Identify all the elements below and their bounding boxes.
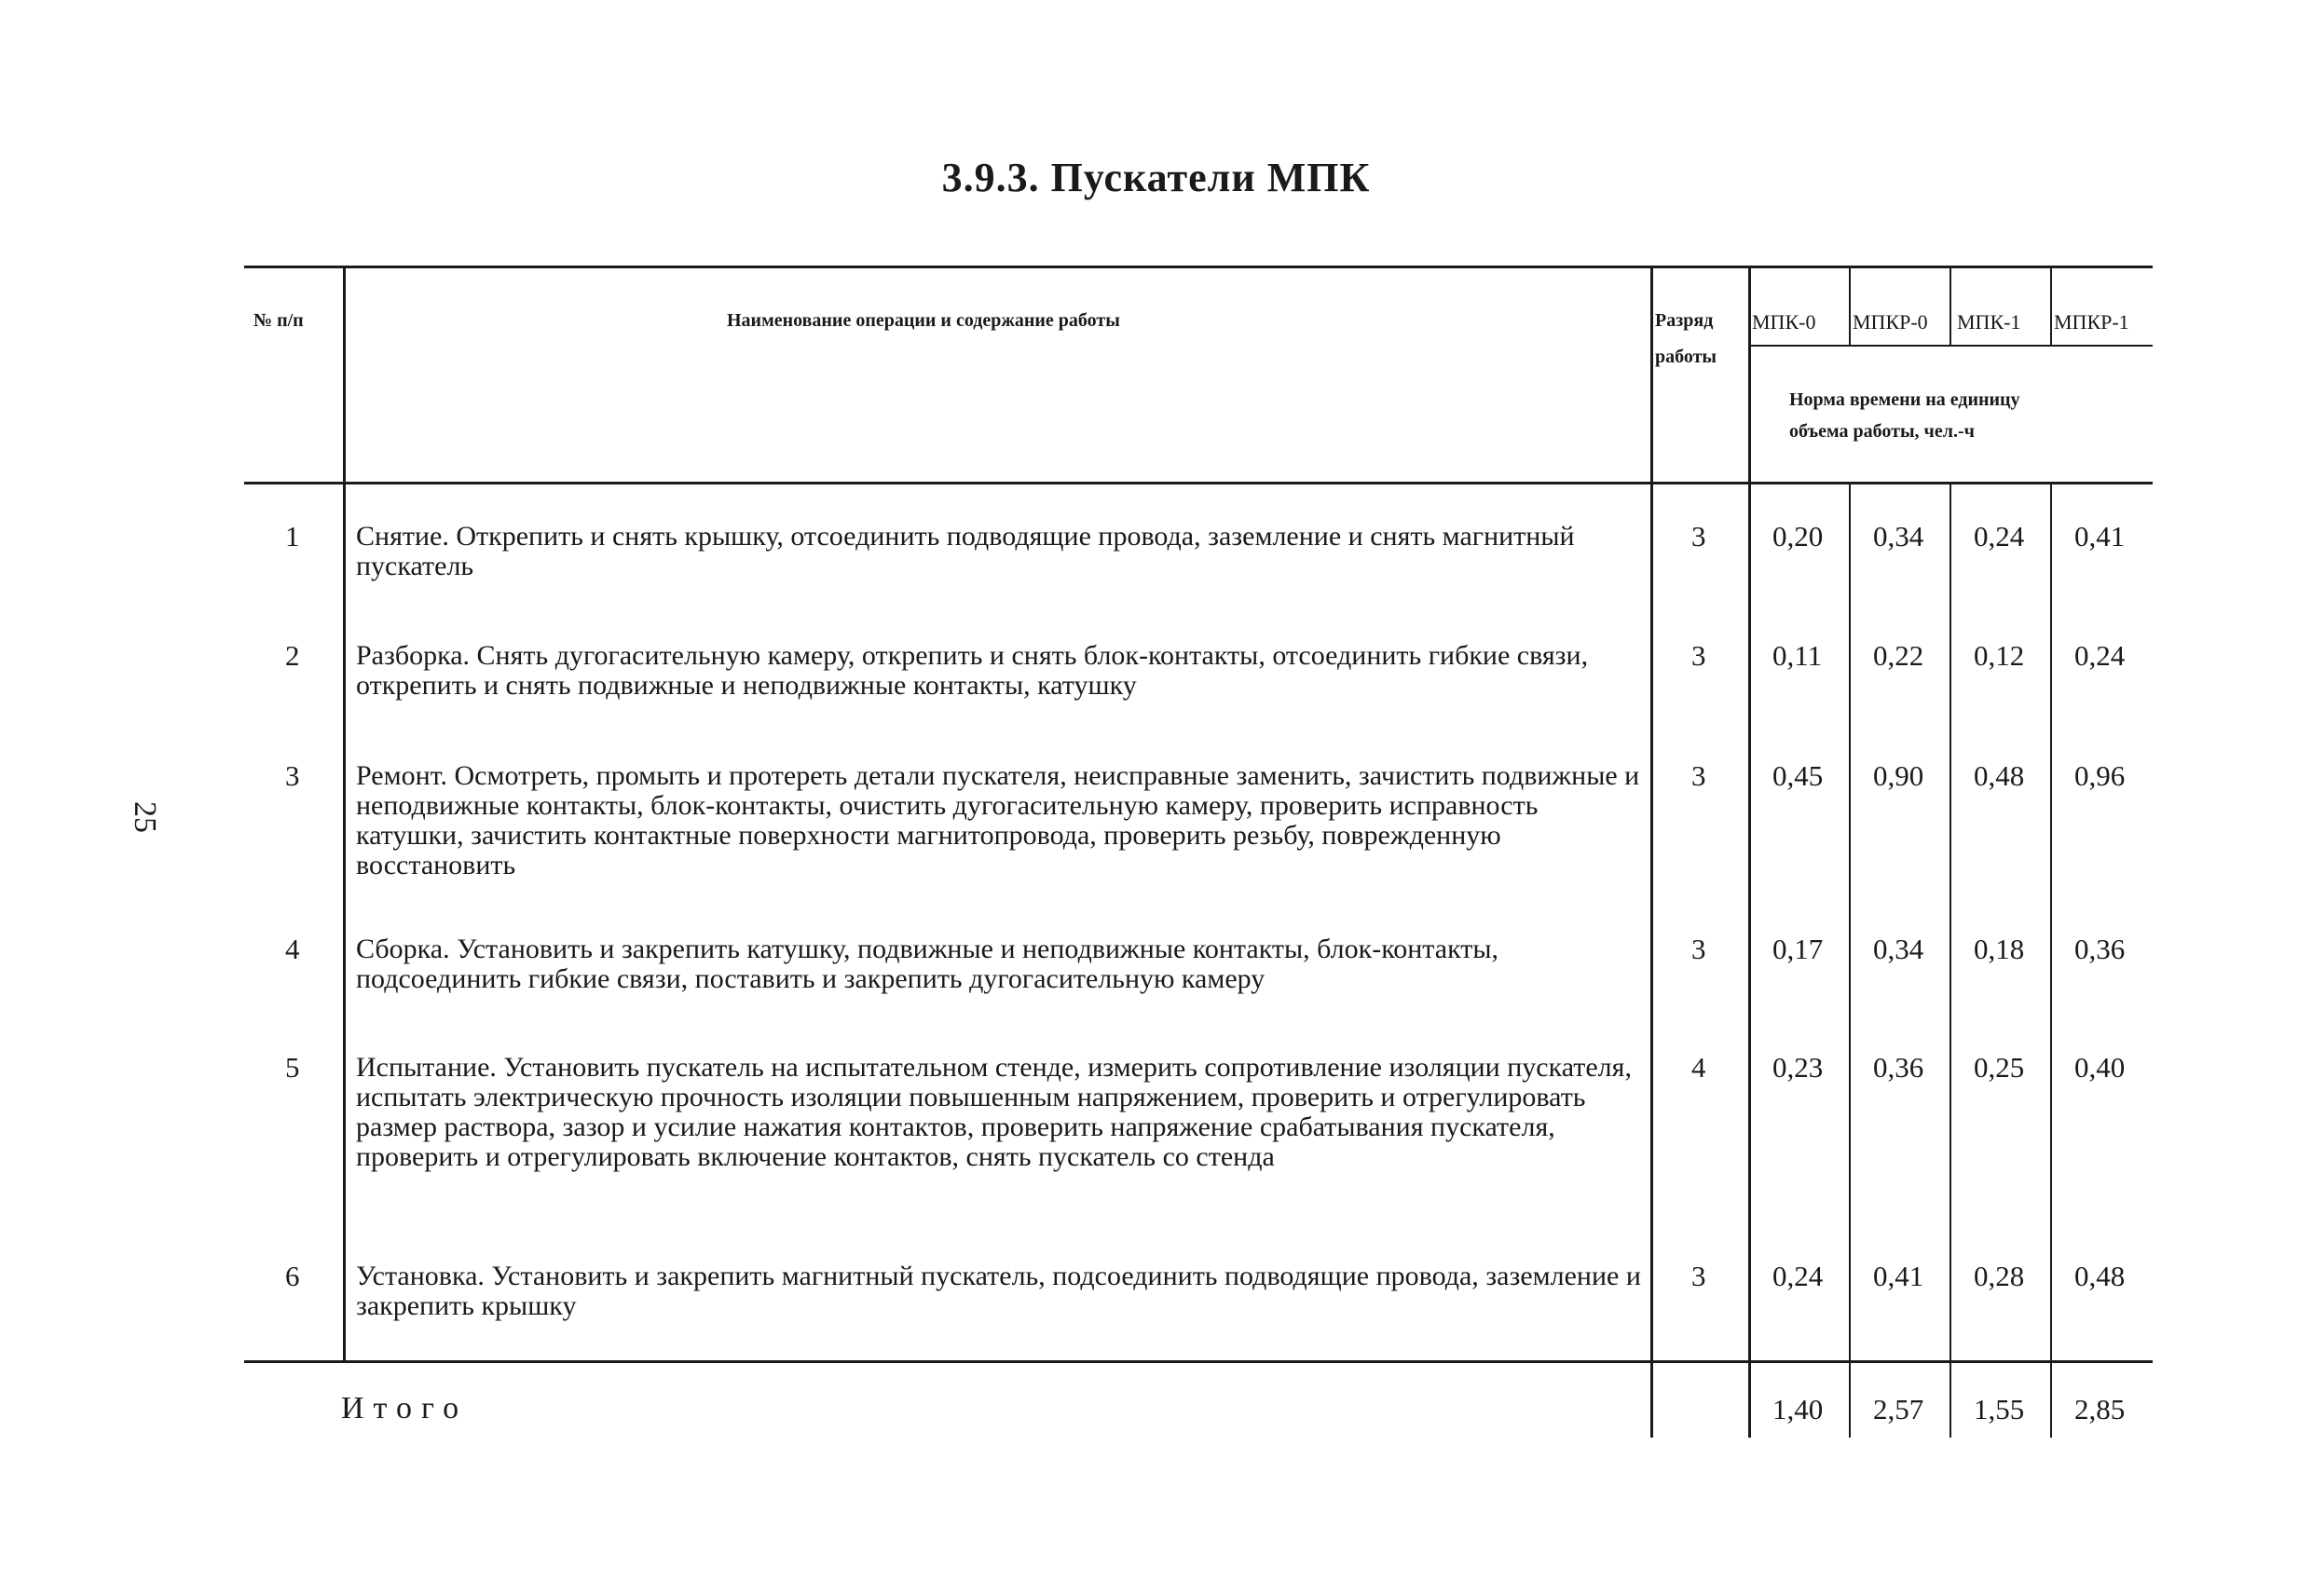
row-3-value-mpkr1: 0,96 [2074, 759, 2126, 792]
row-6-value-mpk1: 0,28 [1974, 1260, 2025, 1292]
row-5-num: 5 [285, 1051, 300, 1084]
total-value-mpk0: 1,40 [1772, 1393, 1824, 1425]
header-grade-line2: работы [1655, 347, 1717, 367]
col-divider-model-1 [1849, 266, 1851, 347]
row-1-value-mpkr1: 0,41 [2074, 520, 2126, 552]
row-1-value-mpk0: 0,20 [1772, 520, 1824, 552]
row-3-text: Ремонт. Осмотреть, промыть и протереть детали пускателя, неисправные заменить, зачистить подвижные и неподвижные контакты, блок-контакты, очистить дугогасительную камеру, проверить исправность катушки, зачистить контактные поверхности магнитопровода, проверить резьбу, поврежденную восстановить [356, 760, 1640, 880]
row-6-value-mpk0: 0,24 [1772, 1260, 1824, 1292]
row-5-value-mpk0: 0,23 [1772, 1051, 1824, 1084]
row-1-num: 1 [285, 520, 300, 552]
header-norm-line1: Норма времени на единицу [1789, 389, 2020, 410]
row-4-value-mpk1: 0,18 [1974, 933, 2025, 965]
row-2-value-mpk1: 0,12 [1974, 639, 2025, 672]
row-6-value-mpkr1: 0,48 [2074, 1260, 2126, 1292]
row-1-value-mpkr0: 0,34 [1873, 520, 1924, 552]
row-4-grade: 3 [1691, 933, 1706, 965]
header-grade-line1: Разряд [1655, 310, 1714, 331]
row-3-value-mpkr0: 0,90 [1873, 759, 1924, 792]
header-norm-line2: объема работы, чел.-ч [1789, 421, 1975, 442]
header-operation: Наименование операции и содержание работы [727, 310, 1120, 331]
row-4-value-mpkr1: 0,36 [2074, 933, 2126, 965]
total-value-mpkr0: 2,57 [1873, 1393, 1924, 1425]
row-2-text: Разборка. Снять дугогасительную камеру, открепить и снять блок-контакты, отсоединить гибкие связи, открепить и снять подвижные и неподвижные контакты, катушку [356, 640, 1589, 701]
col-divider-operation [1650, 266, 1653, 1438]
row-5-text: Испытание. Установить пускатель на испытательном стенде, измерить сопротивление изоляции пускателя, испытать электрическую прочность изоляции повышенным напряжением, проверить и отрегулировать размер раствора, зазор и усилие нажатия контактов, проверить напряжение срабатывания пускателя, проверить и отрегулировать включение контактов, снять пускатель со стенда [356, 1052, 1632, 1172]
row-2-num: 2 [285, 639, 300, 672]
row-3-num: 3 [285, 759, 300, 792]
header-model-mpk0: МПК-0 [1752, 310, 1816, 334]
col-divider-model-2-body [1949, 482, 1951, 1438]
col-divider-model-3 [2050, 266, 2052, 347]
row-3-value-mpk1: 0,48 [1974, 759, 2025, 792]
row-5-value-mpk1: 0,25 [1974, 1051, 2025, 1084]
header-model-mpk1: МПК-1 [1957, 310, 2021, 334]
row-1-value-mpk1: 0,24 [1974, 520, 2025, 552]
row-2-value-mpkr1: 0,24 [2074, 639, 2126, 672]
total-label: Итого [341, 1391, 469, 1425]
header-bottom-border [244, 482, 2153, 484]
header-model-mpkr1: МПКР-1 [2054, 310, 2129, 334]
col-divider-model-2 [1949, 266, 1951, 347]
body-bottom-border [244, 1360, 2153, 1363]
row-5-value-mpkr1: 0,40 [2074, 1051, 2126, 1084]
row-2-value-mpk0: 0,11 [1772, 639, 1823, 672]
row-2-value-mpkr0: 0,22 [1873, 639, 1924, 672]
row-2-grade: 3 [1691, 639, 1706, 672]
table-top-border [244, 266, 2153, 268]
row-5-grade: 4 [1691, 1051, 1706, 1084]
row-4-value-mpk0: 0,17 [1772, 933, 1824, 965]
row-3-value-mpk0: 0,45 [1772, 759, 1824, 792]
row-6-text: Установка. Установить и закрепить магнитный пускатель, подсоединить подводящие провода, заземление и закрепить крышку [356, 1261, 1641, 1321]
page-title: 3.9.3. Пускатели МПК [941, 155, 1371, 200]
col-divider-grade [1748, 266, 1751, 1438]
row-5-value-mpkr0: 0,36 [1873, 1051, 1924, 1084]
col-divider-model-3-body [2050, 482, 2052, 1438]
col-divider-model-1-body [1849, 482, 1851, 1438]
total-value-mpk1: 1,55 [1974, 1393, 2025, 1425]
row-6-grade: 3 [1691, 1260, 1706, 1292]
col-divider-num [343, 266, 346, 1363]
row-4-num: 4 [285, 933, 300, 965]
row-1-text: Снятие. Открепить и снять крышку, отсоединить подводящие провода, заземление и снять магнитный пускатель [356, 521, 1575, 581]
row-6-num: 6 [285, 1260, 300, 1292]
header-num: № п/п [253, 310, 304, 331]
page-number: 25 [128, 801, 162, 833]
row-4-value-mpkr0: 0,34 [1873, 933, 1924, 965]
row-6-value-mpkr0: 0,41 [1873, 1260, 1924, 1292]
row-1-grade: 3 [1691, 520, 1706, 552]
row-4-text: Сборка. Установить и закрепить катушку, подвижные и неподвижные контакты, блок-контакты, подсоединить гибкие связи, поставить и закрепить дугогасительную камеру [356, 934, 1499, 994]
header-model-mpkr0: МПКР-0 [1853, 310, 1928, 334]
total-value-mpkr1: 2,85 [2074, 1393, 2126, 1425]
row-3-grade: 3 [1691, 759, 1706, 792]
